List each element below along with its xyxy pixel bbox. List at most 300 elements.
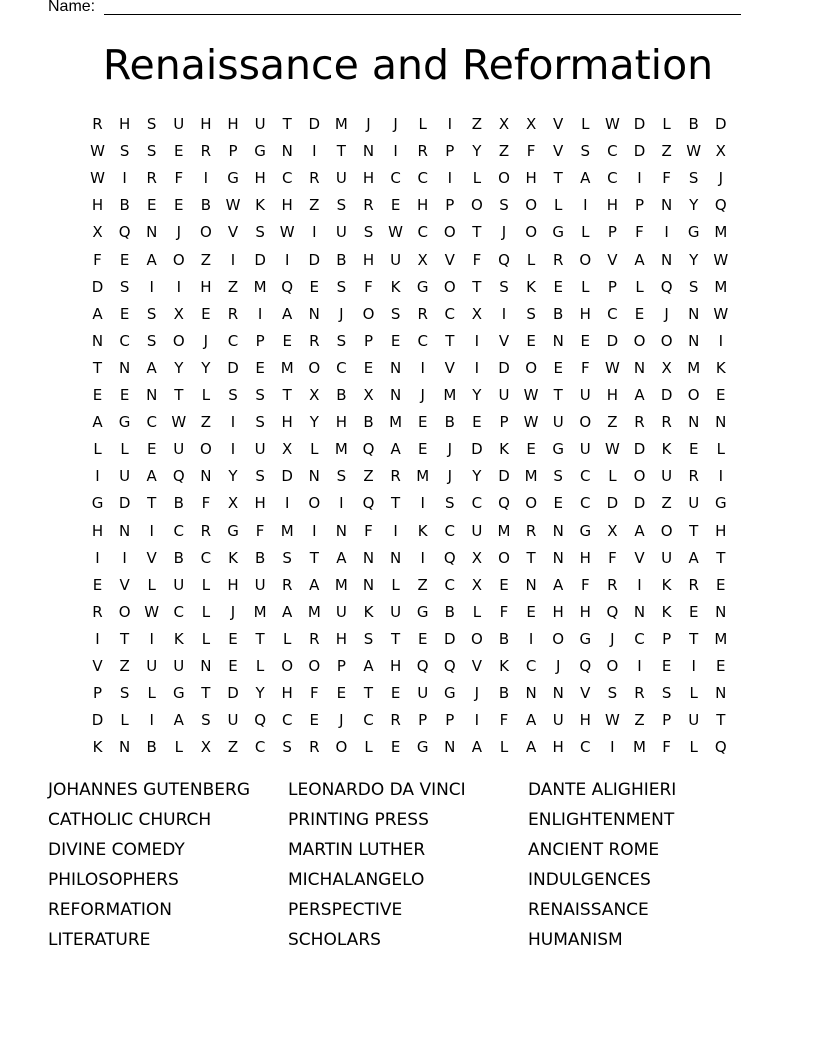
grid-letter: P xyxy=(634,196,645,215)
grid-letter: K xyxy=(715,358,726,377)
word-list-item: DANTE ALIGHIERI xyxy=(528,780,677,800)
grid-letter: U xyxy=(254,115,266,133)
grid-letter: V xyxy=(471,657,483,675)
grid-letter: W xyxy=(144,602,160,621)
grid-letter: W xyxy=(225,196,241,215)
grid-letter: P xyxy=(445,196,455,215)
grid-letter: E xyxy=(119,304,130,323)
grid-letter: G xyxy=(416,738,429,757)
grid-letter: L xyxy=(147,684,156,703)
grid-letter: L xyxy=(201,575,211,594)
grid-letter: I xyxy=(176,277,182,296)
grid-letter: L xyxy=(608,467,617,486)
grid-letter: X xyxy=(173,304,184,323)
grid-letter: Q xyxy=(714,196,727,215)
grid-letter: G xyxy=(172,684,185,703)
grid-letter: M xyxy=(334,575,348,594)
word-list-item: RENAISSANCE xyxy=(528,900,649,920)
grid-letter: U xyxy=(173,657,185,675)
grid-letter: X xyxy=(282,440,293,459)
grid-letter: D xyxy=(498,467,510,486)
grid-letter: I xyxy=(230,413,236,432)
grid-letter: R xyxy=(309,331,320,350)
grid-letter: D xyxy=(715,115,727,133)
grid-letter: A xyxy=(92,304,103,323)
grid-letter: D xyxy=(660,386,673,404)
grid-letter: U xyxy=(417,684,429,703)
grid-letter: U xyxy=(661,467,673,486)
grid-letter: W xyxy=(604,440,620,459)
grid-letter: X xyxy=(309,386,320,404)
grid-letter: I xyxy=(284,494,290,513)
grid-letter: E xyxy=(92,575,103,594)
grid-letter: O xyxy=(172,331,185,350)
grid-letter: S xyxy=(499,277,509,296)
grid-letter: J xyxy=(366,115,371,133)
word-list-item: INDULGENCES xyxy=(528,870,651,890)
grid-letter: Z xyxy=(200,413,212,432)
grid-letter: M xyxy=(253,277,267,296)
grid-letter: Z xyxy=(227,277,239,296)
grid-letter: Y xyxy=(201,358,211,377)
grid-letter: B xyxy=(498,684,510,703)
grid-letter: H xyxy=(281,413,293,432)
grid-letter: W xyxy=(279,223,295,242)
grid-letter: B xyxy=(553,304,564,323)
grid-letter: T xyxy=(689,629,699,648)
grid-letter: E xyxy=(201,304,211,323)
grid-letter: K xyxy=(417,521,428,540)
grid-letter: D xyxy=(308,115,321,133)
grid-letter: R xyxy=(688,467,699,486)
grid-letter: N xyxy=(91,331,104,350)
grid-letter: B xyxy=(254,548,266,567)
grid-letter: R xyxy=(92,602,103,621)
grid-letter: I xyxy=(718,467,724,486)
grid-letter: S xyxy=(119,142,130,161)
grid-letter: X xyxy=(363,386,374,404)
grid-letter: I xyxy=(122,169,127,188)
grid-letter: N xyxy=(118,521,131,540)
grid-row xyxy=(84,165,734,192)
grid-letter: A xyxy=(634,386,645,404)
grid-letter: Z xyxy=(607,413,618,432)
grid-letter: C xyxy=(417,331,428,350)
grid-letter: I xyxy=(284,250,290,269)
grid-letter: E xyxy=(146,440,157,459)
word-list-item: SCHOLARS xyxy=(288,930,381,950)
grid-letter: C xyxy=(363,711,374,730)
grid-letter: M xyxy=(687,358,701,377)
grid-letter: D xyxy=(606,494,619,513)
grid-letter: S xyxy=(390,304,401,323)
grid-letter: D xyxy=(227,358,239,377)
grid-letter: Q xyxy=(118,223,131,242)
grid-letter: S xyxy=(255,386,265,404)
grid-letter: N xyxy=(308,304,320,323)
grid-letter: S xyxy=(255,413,265,432)
grid-letter: M xyxy=(524,467,538,486)
grid-letter: S xyxy=(553,467,563,486)
grid-letter: F xyxy=(580,575,590,594)
grid-letter: W xyxy=(523,386,539,404)
grid-letter: A xyxy=(525,711,537,730)
grid-letter: H xyxy=(281,684,293,703)
grid-letter: E xyxy=(580,331,591,350)
grid-letter: L xyxy=(689,738,698,757)
grid-letter: S xyxy=(445,494,455,513)
grid-letter: F xyxy=(174,169,184,188)
grid-letter: S xyxy=(146,115,157,133)
grid-letter: N xyxy=(146,386,158,404)
grid-letter: I xyxy=(528,629,534,648)
grid-letter: C xyxy=(444,575,456,594)
grid-letter: U xyxy=(498,386,510,404)
grid-letter: I xyxy=(95,467,100,486)
grid-letter: Y xyxy=(689,250,699,269)
grid-letter: H xyxy=(389,657,402,675)
grid-letter: C xyxy=(634,629,645,648)
grid-letter: J xyxy=(474,684,480,703)
grid-letter: L xyxy=(174,738,183,757)
grid-letter: P xyxy=(662,629,672,648)
grid-letter: H xyxy=(362,250,375,269)
grid-row xyxy=(84,436,734,463)
grid-letter: H xyxy=(91,521,104,540)
grid-letter: D xyxy=(254,250,266,269)
grid-letter: L xyxy=(120,440,129,459)
grid-row xyxy=(84,355,734,382)
grid-letter: O xyxy=(660,331,673,350)
grid-letter: E xyxy=(417,440,428,459)
grid-letter: V xyxy=(444,250,455,269)
grid-letter: K xyxy=(661,575,672,594)
grid-letter: G xyxy=(443,684,456,703)
grid-letter: J xyxy=(447,467,453,486)
grid-letter: N xyxy=(552,521,564,540)
grid-letter: E xyxy=(390,684,401,703)
grid-row xyxy=(84,219,734,246)
grid-letter: B xyxy=(336,250,347,269)
grid-letter: U xyxy=(335,602,347,621)
grid-letter: O xyxy=(172,250,185,269)
word-list-item: PRINTING PRESS xyxy=(288,810,429,830)
grid-letter: S xyxy=(526,304,536,323)
grid-letter: A xyxy=(282,304,293,323)
grid-letter: E xyxy=(417,413,428,432)
grid-letter: I xyxy=(149,629,154,648)
grid-letter: F xyxy=(93,250,102,269)
grid-letter: P xyxy=(92,684,103,703)
grid-letter: R xyxy=(661,413,672,432)
grid-letter: T xyxy=(472,223,482,242)
grid-letter: O xyxy=(443,223,456,242)
grid-letter: I xyxy=(312,223,317,242)
grid-letter: K xyxy=(661,440,672,459)
grid-letter: N xyxy=(146,223,158,242)
grid-letter: L xyxy=(120,711,129,730)
grid-letter: T xyxy=(120,629,130,648)
grid-letter: X xyxy=(498,115,510,133)
grid-letter: L xyxy=(716,440,725,459)
grid-letter: D xyxy=(308,250,321,269)
grid-letter: Y xyxy=(255,684,265,703)
grid-letter: G xyxy=(227,521,239,540)
grid-row xyxy=(84,599,734,626)
grid-letter: A xyxy=(580,169,591,188)
grid-letter: I xyxy=(637,657,642,675)
grid-letter: S xyxy=(255,223,265,242)
grid-letter: S xyxy=(688,277,699,296)
grid-letter: U xyxy=(335,223,347,242)
grid-letter: V xyxy=(92,657,103,675)
grid-letter: B xyxy=(146,738,157,757)
grid-letter: L xyxy=(364,738,373,757)
grid-letter: K xyxy=(363,602,374,621)
word-list-item: DIVINE COMEDY xyxy=(48,840,185,860)
grid-letter: A xyxy=(92,413,103,432)
grid-letter: T xyxy=(391,494,401,513)
grid-letter: V xyxy=(553,142,564,161)
grid-letter: J xyxy=(393,115,398,133)
grid-letter: A xyxy=(282,602,293,621)
grid-letter: M xyxy=(443,386,457,404)
grid-letter: E xyxy=(716,575,726,594)
grid-letter: R xyxy=(200,521,212,540)
grid-letter: I xyxy=(149,521,154,540)
grid-letter: N xyxy=(389,358,402,377)
grid-letter: O xyxy=(118,602,131,621)
grid-letter: W xyxy=(713,250,729,269)
grid-letter: I xyxy=(637,575,642,594)
grid-letter: I xyxy=(637,169,642,188)
grid-letter: Q xyxy=(660,277,673,296)
grid-letter: L xyxy=(581,277,590,296)
grid-letter: O xyxy=(335,738,348,757)
grid-letter: H xyxy=(91,196,104,215)
grid-letter: Q xyxy=(362,440,375,459)
grid-letter: O xyxy=(470,629,483,648)
grid-letter: S xyxy=(201,711,211,730)
grid-letter: I xyxy=(610,738,615,757)
grid-letter: A xyxy=(553,575,564,594)
grid-letter: V xyxy=(607,250,618,269)
grid-letter: I xyxy=(312,521,317,540)
grid-letter: S xyxy=(146,304,157,323)
grid-letter: W xyxy=(604,711,620,730)
grid-letter: U xyxy=(471,521,483,540)
grid-letter: C xyxy=(336,358,347,377)
grid-letter: L xyxy=(201,602,211,621)
grid-letter: J xyxy=(420,386,425,404)
grid-letter: K xyxy=(390,277,401,296)
grid-letter: C xyxy=(580,738,591,757)
grid-letter: E xyxy=(716,657,726,675)
grid-letter: G xyxy=(579,521,592,540)
grid-letter: D xyxy=(498,358,510,377)
grid-letter: R xyxy=(146,169,157,188)
grid-letter: P xyxy=(418,711,428,730)
grid-letter: R xyxy=(634,684,645,703)
grid-letter: D xyxy=(633,494,646,513)
grid-letter: R xyxy=(227,304,239,323)
grid-letter: S xyxy=(607,684,618,703)
grid-letter: V xyxy=(634,548,645,567)
grid-letter: D xyxy=(633,440,646,459)
grid-letter: G xyxy=(91,494,104,513)
grid-letter: Z xyxy=(498,142,510,161)
grid-row xyxy=(84,463,734,490)
grid-row xyxy=(84,382,734,409)
grid-letter: U xyxy=(552,413,564,432)
grid-letter: E xyxy=(553,358,563,377)
grid-letter: L xyxy=(472,169,482,188)
grid-letter: D xyxy=(91,711,104,730)
grid-letter: O xyxy=(470,196,483,215)
grid-letter: D xyxy=(471,440,483,459)
grid-letter: C xyxy=(417,223,428,242)
grid-letter: Z xyxy=(309,196,320,215)
grid-letter: O xyxy=(606,657,619,675)
grid-letter: R xyxy=(390,711,401,730)
grid-letter: X xyxy=(92,223,103,242)
grid-letter: U xyxy=(579,440,591,459)
grid-letter: A xyxy=(390,440,401,459)
grid-letter: O xyxy=(362,304,375,323)
grid-letter: G xyxy=(552,440,564,459)
grid-letter: H xyxy=(606,386,619,404)
grid-letter: T xyxy=(445,331,455,350)
grid-letter: P xyxy=(228,142,238,161)
grid-letter: L xyxy=(418,115,427,133)
grid-letter: V xyxy=(227,223,239,242)
grid-row xyxy=(84,111,734,138)
grid-letter: E xyxy=(119,386,130,404)
grid-letter: T xyxy=(716,548,726,567)
grid-row xyxy=(84,138,734,165)
grid-letter: J xyxy=(555,657,561,675)
grid-letter: C xyxy=(227,331,239,350)
word-list-column xyxy=(528,775,768,955)
grid-row xyxy=(84,274,734,301)
grid-letter: K xyxy=(499,657,509,675)
grid-row xyxy=(84,572,734,599)
grid-letter: Y xyxy=(309,413,319,432)
grid-letter: K xyxy=(661,602,672,621)
grid-letter: E xyxy=(174,142,184,161)
grid-letter: W xyxy=(604,358,620,377)
grid-letter: N xyxy=(281,142,293,161)
grid-letter: Q xyxy=(281,277,294,296)
grid-letter: T xyxy=(716,711,726,730)
grid-letter: F xyxy=(635,223,644,242)
grid-letter: E xyxy=(688,440,699,459)
grid-letter: J xyxy=(718,169,724,188)
grid-letter: G xyxy=(118,413,131,432)
grid-letter: N xyxy=(660,250,673,269)
grid-letter: D xyxy=(281,467,293,486)
grid-letter: X xyxy=(471,548,483,567)
grid-letter: E xyxy=(119,250,130,269)
grid-letter: N xyxy=(715,684,727,703)
grid-letter: C xyxy=(607,142,618,161)
grid-letter: A xyxy=(363,657,374,675)
grid-letter: S xyxy=(336,196,347,215)
grid-letter: Z xyxy=(471,115,483,133)
word-list-item: ENLIGHTENMENT xyxy=(528,810,675,830)
grid-letter: C xyxy=(580,467,591,486)
grid-letter: T xyxy=(282,386,292,404)
grid-letter: I xyxy=(420,548,425,567)
grid-letter: S xyxy=(661,684,672,703)
grid-letter: Q xyxy=(606,602,619,621)
word-list-item: MICHALANGELO xyxy=(288,870,425,890)
grid-row xyxy=(84,518,734,545)
grid-letter: H xyxy=(200,115,212,133)
grid-letter: A xyxy=(336,548,347,567)
grid-letter: V xyxy=(580,684,591,703)
grid-letter: Z xyxy=(119,657,130,675)
grid-letter: I xyxy=(149,711,154,730)
grid-letter: C xyxy=(417,169,428,188)
grid-letter: F xyxy=(255,521,265,540)
grid-letter: F xyxy=(309,684,319,703)
grid-letter: X xyxy=(661,358,672,377)
grid-letter: Q xyxy=(416,657,429,675)
grid-letter: N xyxy=(362,548,375,567)
grid-letter: D xyxy=(227,684,239,703)
word-list-item: CATHOLIC CHURCH xyxy=(48,810,212,830)
grid-letter: M xyxy=(307,602,321,621)
grid-letter: L xyxy=(526,250,536,269)
grid-letter: C xyxy=(281,169,293,188)
grid-letter: P xyxy=(607,277,617,296)
grid-letter: H xyxy=(227,575,239,594)
grid-letter: D xyxy=(633,115,646,133)
grid-letter: E xyxy=(526,440,536,459)
grid-letter: S xyxy=(336,331,347,350)
grid-letter: S xyxy=(336,467,347,486)
grid-letter: C xyxy=(173,602,185,621)
grid-letter: N xyxy=(688,413,700,432)
grid-letter: C xyxy=(200,548,212,567)
grid-letter: J xyxy=(339,711,344,730)
grid-letter: R xyxy=(552,250,564,269)
grid-letter: N xyxy=(389,386,402,404)
grid-letter: R xyxy=(363,196,374,215)
grid-letter: T xyxy=(174,386,184,404)
grid-letter: N xyxy=(200,467,212,486)
word-list-item: MARTIN LUTHER xyxy=(288,840,426,860)
grid-row xyxy=(84,680,734,707)
grid-row xyxy=(84,490,734,517)
grid-letter: B xyxy=(173,494,184,513)
grid-letter: J xyxy=(339,304,344,323)
grid-letter: R xyxy=(607,575,618,594)
grid-letter: I xyxy=(393,142,398,161)
grid-letter: I xyxy=(447,115,453,133)
grid-letter: D xyxy=(91,277,104,296)
grid-letter: N xyxy=(552,548,564,567)
grid-letter: J xyxy=(664,304,669,323)
grid-letter: I xyxy=(718,331,724,350)
grid-letter: K xyxy=(255,196,266,215)
grid-letter: O xyxy=(552,629,565,648)
grid-letter: W xyxy=(523,413,539,432)
grid-letter: H xyxy=(227,115,239,133)
grid-letter: E xyxy=(92,386,103,404)
grid-letter: Z xyxy=(363,467,374,486)
